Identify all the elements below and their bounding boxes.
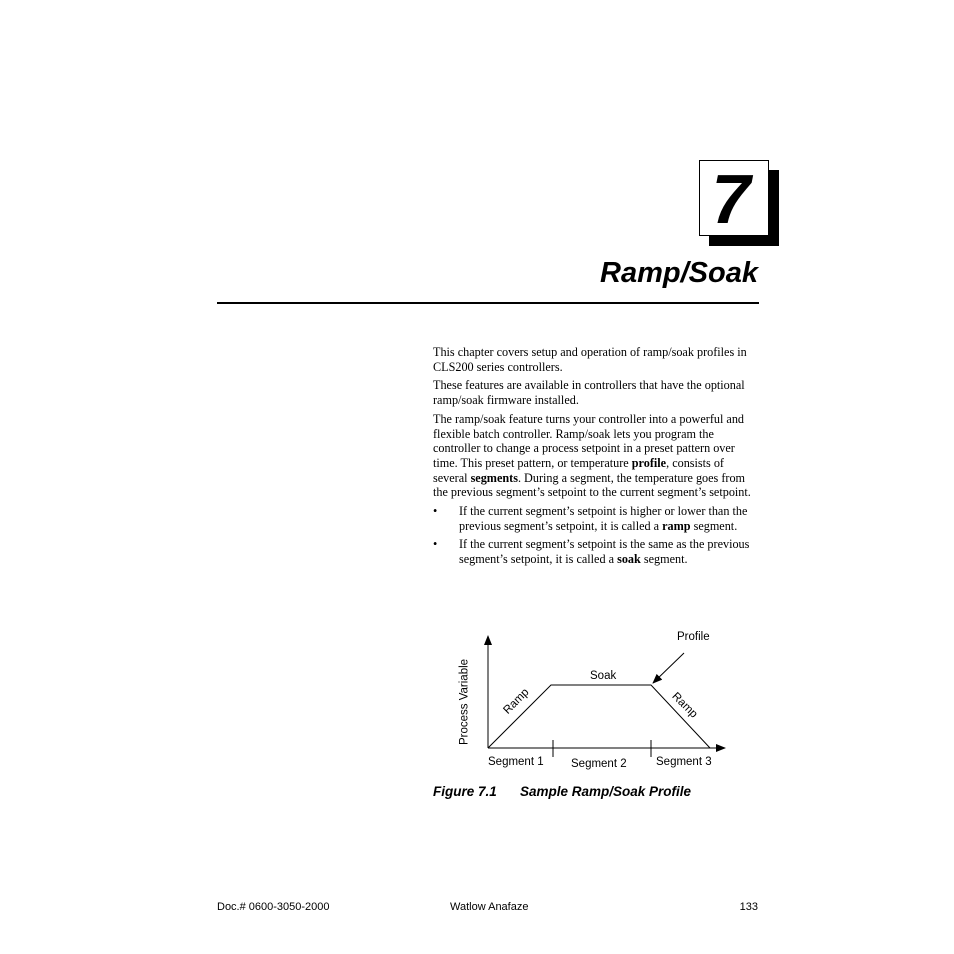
bullet-ramp: [433, 504, 760, 533]
footer-doc-number: Doc.# 0600-3050-2000: [217, 901, 330, 913]
profile-pointer-arrow: [653, 653, 684, 683]
bullet-text-end: segment.: [690, 518, 738, 533]
title-rule: [217, 302, 759, 304]
term-ramp: ramp: [662, 518, 691, 533]
soak-label: Soak: [590, 670, 617, 682]
chapter-number-box: [699, 160, 769, 236]
feature-paragraph: [433, 412, 760, 500]
feature-text-1: The ramp/soak feature turns your controller into a powerful and flexible batch controller. Ramp/soak lets you program the controller to change a process setpoint in a preset pattern over time. This preset pattern, or temperature: [433, 411, 745, 470]
figure-number: Figure 7.1: [433, 784, 497, 799]
profile-label: Profile: [677, 631, 710, 643]
body-text: [433, 345, 760, 571]
segment-1-label: Segment 1: [488, 756, 544, 768]
term-profile: profile: [631, 455, 667, 470]
figure-title: Sample Ramp/Soak Profile: [520, 784, 692, 799]
bullet-text-end: segment.: [640, 552, 688, 567]
feature-text-2: , consists of several: [433, 455, 724, 485]
segment-3-label: Segment 3: [656, 756, 712, 768]
availability-paragraph: These features are available in controllers that have the optional ramp/soak firmware installed.: [433, 378, 745, 408]
term-soak: soak: [617, 552, 641, 567]
bullet-text: If the current segment’s setpoint is higher or lower than the previous segment’s setpoint, it is called a: [459, 504, 748, 533]
bullet-marker: •: [433, 537, 438, 552]
chapter-number: 7: [711, 160, 751, 238]
footer-publisher: Watlow Anafaze: [450, 901, 529, 913]
ramp-soak-figure: [440, 620, 740, 780]
chapter-title: Ramp/Soak: [600, 257, 758, 289]
figure-caption: [433, 784, 691, 799]
y-axis-label: Process Variable: [458, 658, 471, 746]
ramp-up-label: Ramp: [501, 686, 532, 717]
footer-page-number: 133: [739, 901, 758, 913]
bullet-marker: •: [433, 504, 438, 519]
feature-text-3: . During a segment, the temperature goes from the previous segment’s setpoint to the current segment’s setpoint.: [433, 470, 751, 500]
intro-paragraph: This chapter covers setup and operation of ramp/soak profiles in CLS200 series controllers.: [433, 345, 747, 374]
term-segments: segments: [470, 470, 518, 485]
bullet-text: If the current segment’s setpoint is the same as the previous segment’s setpoint, it is called a: [459, 537, 750, 567]
bullet-soak: [433, 537, 760, 566]
segment-2-label: Segment 2: [571, 758, 627, 770]
ramp-down-label: Ramp: [669, 690, 700, 721]
